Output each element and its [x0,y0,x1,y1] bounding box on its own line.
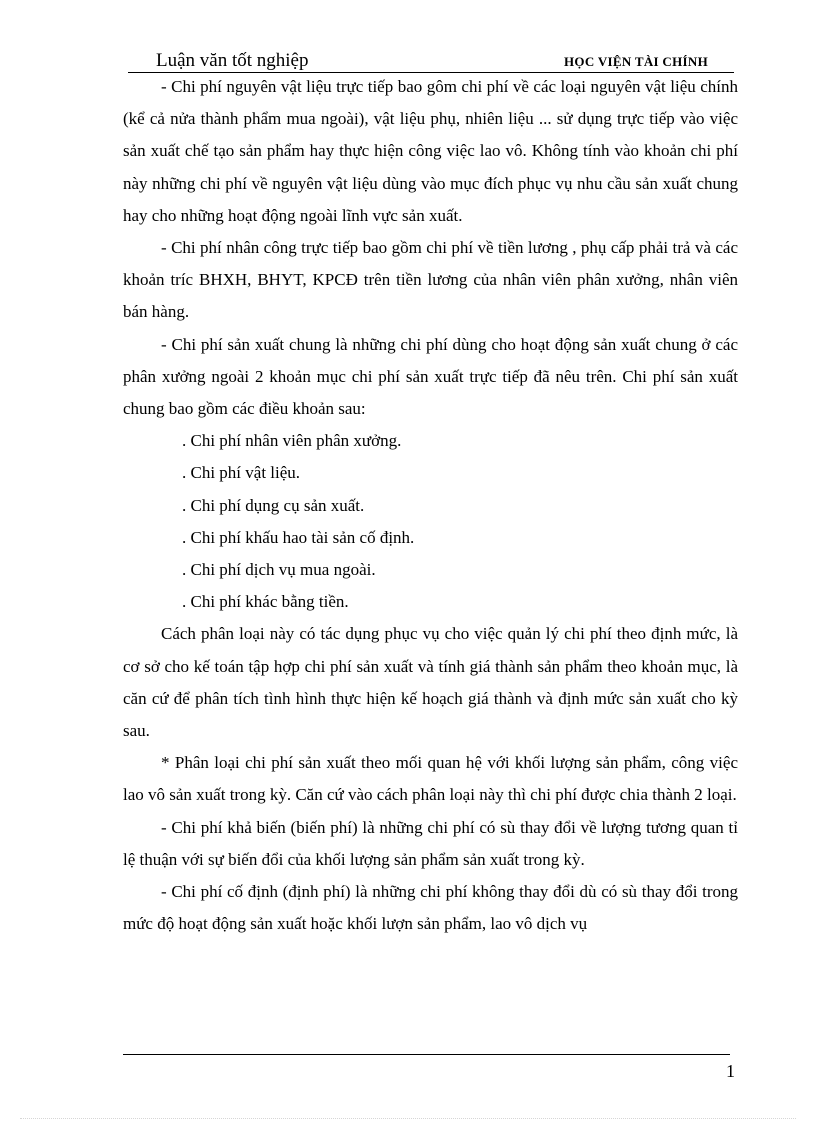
list-item-tools: . Chi phí dụng cụ sản xuất. [182,495,365,515]
paragraph-overhead: - Chi phí sản xuất chung là những chi phí dùng cho hoạt động sản xuất chung ở các phân xưởng ngoài 2 khoản mục chi phí sản xuất trực tiếp đã nêu trên. Chi phí sản xuất chung bao gồm các điều khoản sau: [123,334,738,419]
paragraph-classification-purpose: Cách phân loại này có tác dụng phục vụ cho việc quản lý chi phí theo định mức, là cơ sở cho kế toán tập hợp chi phí sản xuất và tính giá thành sản phẩm theo khoản mục, là căn cứ để phân tích tình hình thực hiện kế hoạch giá thành và định mức sản xuất cho kỳ sau. [123,624,738,741]
page-header [128,50,734,73]
list-item-depreciation: . Chi phí khấu hao tài sản cố định. [182,527,415,547]
footer-rule [123,1054,730,1055]
header-thesis-title: Luận văn tốt nghiệp [156,50,309,71]
list-item-overhead-staff: . Chi phí nhân viên phân xưởng. [182,431,402,451]
paragraph-fixed-costs: - Chi phí cố định (định phí) là những chi phí không thay đổi dù có sù thay đổi trong mức độ hoạt động sản xuất hoặc khối lượn sản phẩm, lao vô dịch vụ [123,882,738,934]
list-item-materials: . Chi phí vật liệu. [182,463,301,483]
paragraph-volume-classification: * Phân loại chi phí sản xuất theo mối quan hệ với khối lượng sản phẩm, công việc lao vô sản xuất trong kỳ. Căn cứ vào cách phân loại này thì chi phí được chia thành 2 loại. [123,753,738,805]
page-edge-divider [20,1118,796,1119]
document-body [123,71,738,940]
paragraph-direct-labor: - Chi phí nhân công trực tiếp bao gồm chi phí về tiền lương , phụ cấp phải trả và các khoản tríc BHXH, BHYT, KPCĐ trên tiền lương của nhân viên phân xưởng, nhân viên bán hàng. [123,238,738,322]
list-item-outsourced-services: . Chi phí dịch vụ mua ngoài. [182,560,376,580]
page-number: 1 [726,1061,735,1081]
paragraph-variable-costs: - Chi phí khả biến (biến phí) là những chi phí có sù thay đổi về lượng tương quan tỉ lệ thuận với sự biến đổi của khối lượng sản phẩm sản xuất trong kỳ. [123,817,738,869]
header-institution: HỌC VIỆN TÀI CHÍNH [564,54,708,69]
paragraph-direct-materials: - Chi phí nguyên vật liệu trực tiếp bao gôm chi phí về các loại nguyên vật liệu chính (kể cả nửa thành phẩm mua ngoài), vật liệu phụ, nhiên liệu ... sử dụng trực tiếp vào việc sản xuất chế tạo sản phẩm hay thực hiện công việc lao vô. Không tính vào khoản chi phí này những chi phí về nguyên vật liệu dùng vào mục đích phục vụ nhu cầu sản xuất chung hay cho những hoạt động ngoài lĩnh vực sản xuất. [123,77,738,225]
list-item-other-cash-costs: . Chi phí khác bằng tiền. [182,592,349,612]
